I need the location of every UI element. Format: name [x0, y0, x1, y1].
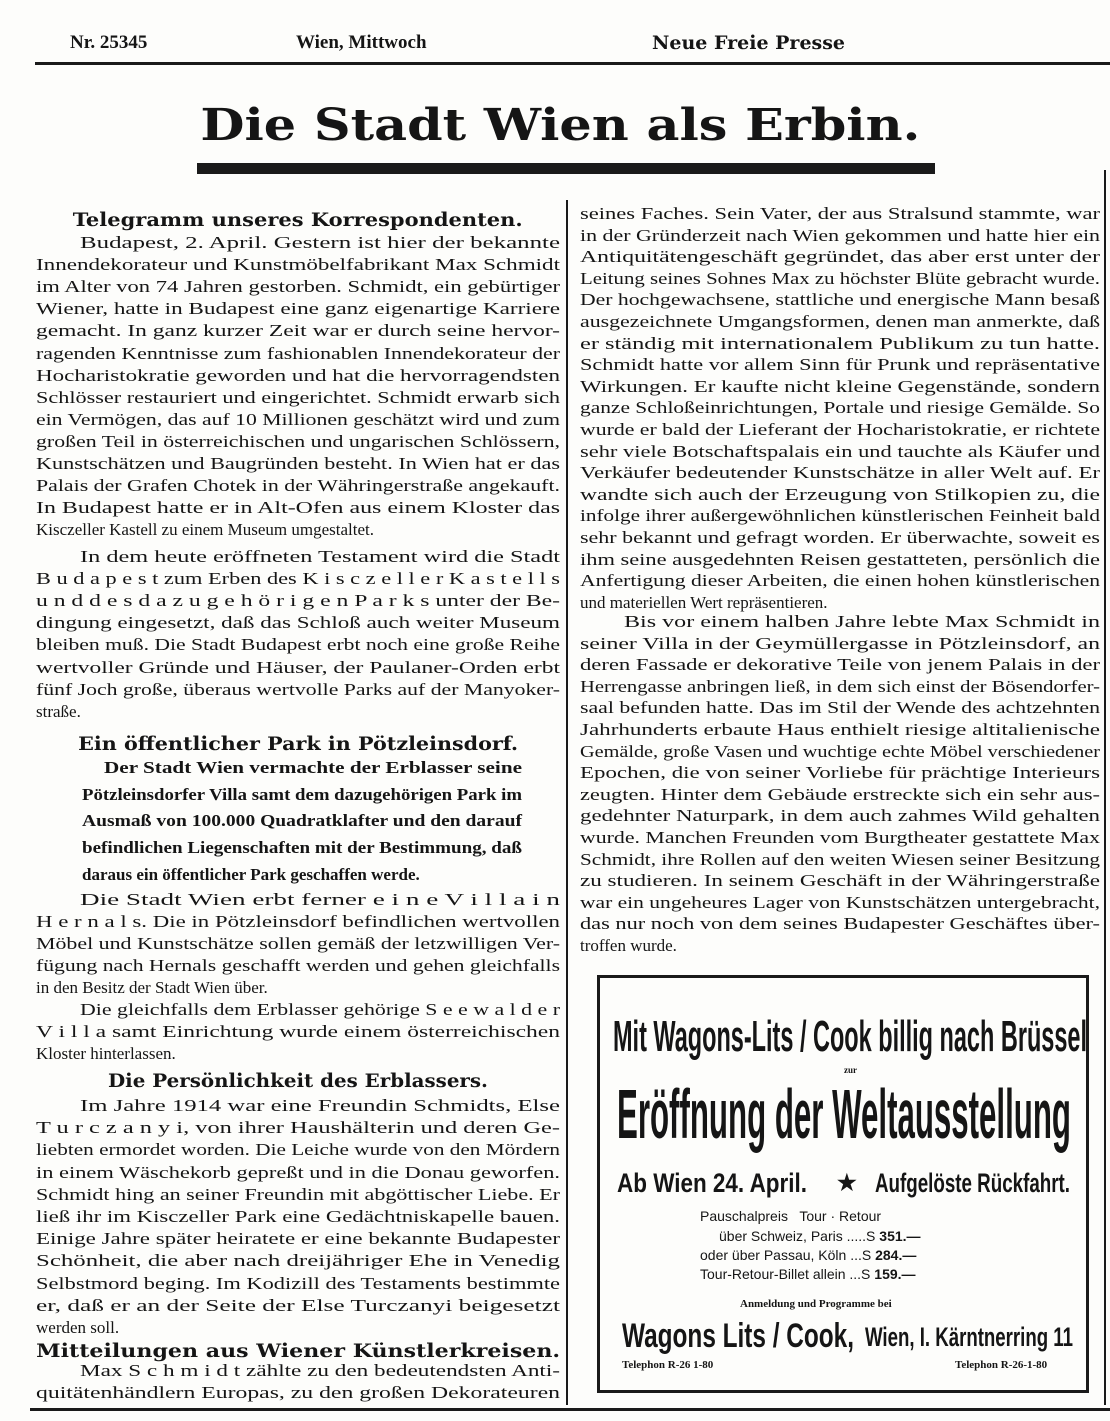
ad-address: Wien, I. Kärntnerring 11	[865, 1322, 1073, 1352]
heading-text: Die Persönlichkeit des Erblassers.	[108, 1070, 488, 1092]
ad-registration: Anmeldung und Programme bei	[740, 1298, 892, 1310]
line-text: Kisczeller Kastell zu einem Museum umgestaltet.	[36, 520, 375, 540]
line-text: Palais der Grafen Chotek in der Währingerstraße angekauft.	[36, 476, 560, 496]
line-text: Verkäufer bedeutender Kunstschätze in aller Welt auf. Er	[580, 463, 1100, 483]
line-text: troffen wurde.	[580, 936, 677, 955]
ad-price-header: Pauschalpreis Tour · Retour	[700, 1208, 882, 1224]
masthead-rule	[35, 62, 1110, 65]
line-text: ließ ihr im Kisczeller Park eine Gedächtniskapelle bauen.	[36, 1207, 560, 1226]
line-text: befindlichen Liegenschaften mit der Bestimmung, daß	[82, 838, 522, 858]
text-line	[624, 611, 1100, 633]
text-line	[36, 1317, 119, 1339]
text-line	[80, 1095, 560, 1117]
line-text: Im Jahre 1914 war eine Freundin Schmidts, Else	[80, 1096, 560, 1115]
headline-rule	[197, 163, 935, 174]
text-line	[580, 246, 1100, 268]
line-text: ganze Schloßeinrichtungen, Portale und riesige Gemälde. So	[580, 398, 1100, 418]
text-line	[580, 419, 1100, 441]
ad-date-line: Ab Wien 24. April.	[617, 1168, 807, 1198]
line-text: in einem Wäschekorb gepreßt und in die Donau geworfen.	[36, 1162, 560, 1182]
line-text: werden soll.	[36, 1318, 120, 1337]
line-text: wurde. Manchen Freunden vom Burgtheater gestattete Max	[580, 828, 1100, 847]
place-day: Wien, Mittwoch	[296, 32, 427, 53]
line-text: Einige Jahre später heiratete er eine bekannte Budapester	[36, 1229, 560, 1249]
ad-company: Wagons Lits / Cook,	[622, 1317, 854, 1355]
line-text: In Budapest hatte er in Alt-Ofen aus einem Kloster das	[36, 498, 560, 518]
line-text: T u r c z a n y i, von ihrer Haushälterin und deren Ge-	[36, 1118, 560, 1138]
line-text: wertvoller Gründe und Häuser, der Paulaner-Orden erbt	[36, 657, 560, 677]
text-line	[580, 805, 1100, 827]
text-line	[580, 741, 1100, 763]
headline: Die Stadt Wien als Erbin.	[200, 100, 920, 151]
line-text: seiner Villa in der Geymüllergasse in Pötzleinsdorf, an	[580, 633, 1100, 653]
text-line	[36, 1273, 560, 1295]
text-line	[580, 913, 1100, 935]
line-text: Anfertigung dieser Arbeiten, die einen hohen künstlerischen	[580, 571, 1100, 591]
text-line	[580, 268, 1100, 290]
text-line	[80, 546, 560, 568]
text-line	[36, 254, 560, 276]
text-line	[580, 654, 1100, 676]
section-heading	[36, 1068, 560, 1094]
text-line	[36, 409, 560, 431]
line-text: in den Besitz der Stadt Wien über.	[36, 978, 268, 997]
line-text: liebten ermordet worden. Die Leiche wurde von den Mördern	[36, 1140, 560, 1160]
text-line	[36, 1162, 560, 1184]
text-line	[36, 911, 560, 933]
line-text: Hocharistokratie geworden und hat die hervorragendsten	[36, 365, 560, 385]
text-line	[36, 1250, 560, 1272]
text-line	[36, 1043, 176, 1065]
text-line	[580, 462, 1100, 484]
ad-price-row	[719, 1228, 921, 1244]
text-line	[80, 1360, 560, 1382]
line-text: Budapest, 2. April. Gestern ist hier der bekannte	[80, 233, 560, 252]
text-line	[580, 762, 1100, 784]
section-heading	[36, 731, 560, 757]
text-line	[36, 1295, 560, 1317]
ad-return-line: Aufgelöste Rückfahrt.	[875, 1168, 1070, 1198]
text-line	[36, 955, 560, 977]
text-line	[36, 1021, 560, 1043]
route: über Schweiz, Paris .....S	[719, 1228, 876, 1244]
issue-number: Nr. 25345	[70, 32, 148, 53]
line-text: straße.	[36, 701, 81, 721]
text-line	[36, 1228, 560, 1250]
line-text: V i l l a samt Einrichtung wurde einem österreichischen	[36, 1022, 560, 1041]
text-line	[580, 676, 1100, 698]
text-line	[580, 527, 1100, 549]
line-text: Schmidt hing an seiner Freundin mit abgöttischer Liebe. Er	[36, 1184, 560, 1204]
line-text: Kunstschätzen und Baugründen besteht. In Wien hat er das	[36, 454, 560, 473]
text-line	[36, 276, 560, 298]
text-line	[580, 203, 1100, 225]
text-line	[36, 365, 560, 387]
text-line	[80, 232, 560, 254]
line-text: Der Stadt Wien vermachte der Erblasser seine	[104, 758, 522, 777]
text-line	[580, 376, 1100, 398]
text-line	[36, 497, 560, 519]
line-text: fünf Joch große, überaus wertvolle Parks auf der Manyoker-	[36, 679, 560, 699]
ad-headline: Eröffnung der Weltausstellung	[617, 1075, 1071, 1153]
text-line	[36, 933, 560, 955]
ad-price-row	[700, 1247, 916, 1263]
text-line	[36, 590, 560, 612]
text-line	[36, 634, 560, 656]
bottom-rule	[30, 1408, 1110, 1411]
price: 159.—	[874, 1266, 916, 1282]
line-text: u n d d e s d a z u g e h ö r i g e n P a r k s unter der Be-	[36, 591, 560, 611]
text-line	[36, 1117, 560, 1139]
text-line	[36, 320, 560, 342]
text-line	[580, 849, 1100, 871]
line-text: zeugten. Hinter dem Gebäude erstreckte sich ein sehr aus-	[580, 784, 1100, 804]
page-edge-rule	[1104, 170, 1106, 1405]
line-text: Wiener, hatte in Budapest eine ganz eigenartige Karriere	[36, 299, 560, 319]
text-line	[36, 701, 81, 723]
line-text: ein Vermögen, das auf 10 Millionen geschätzt wird und zum	[36, 409, 560, 429]
text-line	[36, 612, 560, 634]
line-text: und materiellen Wert repräsentieren.	[580, 592, 828, 612]
text-line	[36, 453, 560, 475]
heading-text: Mitteilungen aus Wiener Künstlerkreisen.	[36, 1340, 560, 1362]
text-line	[580, 935, 677, 957]
text-line	[82, 784, 522, 806]
line-text: Bis vor einem halben Jahre lebte Max Schmidt in	[624, 612, 1100, 631]
text-line	[580, 784, 1100, 806]
line-text: Pötzleinsdorfer Villa samt dem dazugehörigen Park im	[82, 784, 522, 804]
text-line	[580, 441, 1100, 463]
text-line	[580, 505, 1100, 527]
line-text: er, daß er an der Seite der Else Turczanyi beigesetzt	[36, 1295, 560, 1315]
line-text: bleiben muß. Die Stadt Budapest erbt noch eine große Reihe	[36, 635, 560, 655]
text-line	[580, 397, 1100, 419]
advertisement-box	[597, 975, 1089, 1393]
line-text: Wirkungen. Er kaufte nicht kleine Gegenstände, sondern	[580, 376, 1100, 396]
line-text: das nur noch von dem seines Budapester Geschäftes über-	[580, 914, 1100, 934]
text-line	[104, 757, 522, 779]
line-text: gedehnter Naturpark, in dem auch zahmes Wild gehalten	[580, 806, 1100, 826]
text-line	[36, 679, 560, 701]
text-line	[580, 870, 1100, 892]
text-line	[36, 657, 560, 679]
line-text: Epochen, die von seiner Vorliebe für prächtige Interieurs	[580, 763, 1100, 783]
text-line	[36, 977, 268, 999]
text-line	[36, 519, 374, 541]
heading-text: Telegramm unseres Korrespondenten.	[73, 209, 524, 231]
section-heading	[36, 207, 560, 233]
line-text: großen Teil in österreichischen und ungarischen Schlössern,	[36, 431, 560, 451]
line-text: wurde er bald der Lieferant der Hocharistokratie, er richtete	[580, 420, 1100, 439]
line-text: Die Stadt Wien erbt ferner e i n e V i l l a i n	[80, 890, 560, 909]
line-text: wandte sich auch der Erzeugung von Stilkopien zu, die	[580, 484, 1100, 504]
line-text: Selbstmord beging. Im Kodizill des Testaments bestimmte	[36, 1273, 560, 1293]
text-line	[580, 697, 1100, 719]
price: 351.—	[879, 1228, 921, 1244]
line-text: Ausmaß von 100.000 Quadratklafter und den darauf	[82, 811, 522, 831]
text-line	[580, 333, 1100, 355]
text-line	[36, 1382, 560, 1404]
line-text: Der hochgewachsene, stattliche und energische Mann besaß	[580, 290, 1100, 310]
page-title	[200, 96, 920, 156]
text-line	[580, 549, 1100, 571]
text-line	[580, 225, 1100, 247]
line-text: Gemälde, große Vasen und wuchtige echte Möbel verschiedener	[580, 741, 1100, 761]
line-text: sehr bekannt und gefragt worden. Er überwachte, soweit es	[580, 528, 1100, 547]
text-line	[82, 864, 420, 886]
text-line	[580, 892, 1100, 914]
line-text: ragenden Kenntnisse zum fashionablen Innendekorateur der	[36, 343, 560, 363]
line-text: ihm seine ausgedehnten Reisen gestatteten, persönlich die	[580, 549, 1100, 569]
star-icon: ★	[837, 1170, 857, 1195]
text-line	[580, 633, 1100, 655]
line-text: infolge ihrer außergewöhnlichen künstlerischen Feinheit bald	[580, 506, 1100, 526]
text-line	[580, 719, 1100, 741]
line-text: ausgezeichnete Umgangsformen, denen man anmerkte, daß	[580, 312, 1100, 331]
text-line	[80, 999, 560, 1021]
line-text: B u d a p e s t zum Erben des K i s c z e l l e r K a s t e l l s	[36, 569, 560, 589]
text-line	[36, 1139, 560, 1161]
line-text: quitätenhändlern Europas, zu den großen Dekorateuren	[36, 1383, 560, 1402]
route: Tour-Retour-Billet allein ...S	[700, 1266, 871, 1282]
line-text: Schmidt, ihre Rollen auf den weiten Wiesen seiner Besitzung	[580, 849, 1100, 869]
line-text: In dem heute eröffneten Testament wird die Stadt	[80, 547, 560, 566]
ad-telephone-left: Telephon R-26 1-80	[622, 1359, 714, 1371]
line-text: Max S c h m i d t zählte zu den bedeutendsten Anti-	[80, 1361, 560, 1380]
text-line	[82, 810, 522, 832]
text-line	[36, 387, 560, 409]
text-line	[80, 889, 560, 911]
line-text: Schlösser restauriert und eingerichtet. Schmidt erwarb sich	[36, 387, 560, 407]
line-text: daraus ein öffentlicher Park geschaffen werde.	[82, 864, 420, 884]
line-text: in der Gründerzeit nach Wien gekommen und hatte hier ein	[580, 225, 1100, 245]
line-text: Jahrhunderts erbaute Haus enthielt riesige altitalienische	[580, 720, 1100, 739]
text-line	[580, 827, 1100, 849]
line-text: war ein ungeheures Lager von Kunstschätzen untergebracht,	[580, 892, 1100, 912]
ad-line-1: Mit Wagons-Lits / Cook billig nach Brüssel	[613, 1012, 1087, 1061]
text-line	[36, 431, 560, 453]
text-line	[82, 837, 522, 859]
text-line	[580, 354, 1100, 376]
ad-price-row	[700, 1266, 916, 1282]
line-text: Antiquitätengeschäft gegründet, das aber erst unter der	[580, 247, 1100, 267]
line-text: H e r n a l s. Die in Pötzleinsdorf befindlichen wertvollen	[36, 912, 560, 931]
line-text: deren Fassade er dekorative Teile von jenem Palais in der	[580, 655, 1100, 675]
line-text: sehr viele Botschaftspalais ein und tauchte als Käufer und	[580, 441, 1100, 461]
text-line	[580, 289, 1100, 311]
text-line	[580, 484, 1100, 506]
line-text: Herrengasse anbringen ließ, in dem sich einst der Bösendorfer-	[580, 676, 1100, 696]
newspaper-name: Neue Freie Presse	[652, 32, 846, 54]
line-text: seines Faches. Sein Vater, der aus Stralsund stammte, war	[580, 204, 1100, 223]
route: oder über Passau, Köln ...S	[700, 1247, 872, 1263]
line-text: Kloster hinterlassen.	[36, 1044, 176, 1063]
line-text: Leitung seines Sohnes Max zu höchster Blüte gebracht wurde.	[580, 268, 1100, 288]
text-line	[36, 343, 560, 365]
text-line	[36, 1206, 560, 1228]
line-text: er ständig mit internationalem Publikum zu tun hatte.	[580, 333, 1100, 353]
line-text: zu studieren. In seinem Geschäft in der Währingerstraße	[580, 871, 1100, 891]
line-text: Schmidt hatte vor allem Sinn für Prunk und repräsentative	[580, 355, 1100, 375]
line-text: Die gleichfalls dem Erblasser gehörige S e e w a l d e r	[80, 1000, 560, 1019]
line-text: Möbel und Kunstschätze sollen gemäß der letzwilligen Ver-	[36, 934, 560, 953]
text-line	[36, 475, 560, 497]
line-text: fügung nach Hernals geschafft werden und gehen gleichfalls	[36, 956, 560, 975]
line-text: im Alter von 74 Jahren gestorben. Schmidt, ein gebürtiger	[36, 277, 560, 297]
text-line	[580, 570, 1100, 592]
line-text: Innendekorateur und Kunstmöbelfabrikant Max Schmidt	[36, 255, 560, 275]
line-text: Schönheit, die aber nach dreijähriger Ehe in Venedig	[36, 1251, 560, 1271]
column-divider	[566, 200, 568, 1405]
ad-telephone-right: Telephon R-26-1-80	[955, 1359, 1048, 1371]
line-text: gemacht. In ganz kurzer Zeit war er durch seine hervor-	[36, 321, 560, 341]
price: 284.—	[875, 1247, 917, 1263]
line-text: saal befunden hatte. Das im Stil der Wende des achtzehnten	[580, 698, 1100, 718]
text-line	[580, 311, 1100, 333]
heading-text: Ein öffentlicher Park in Pötzleinsdorf.	[77, 733, 518, 755]
text-line	[36, 1184, 560, 1206]
line-text: dingung eingesetzt, daß das Schloß auch weiter Museum	[36, 613, 560, 633]
text-line	[36, 568, 560, 590]
ad-zur: zur	[844, 1065, 857, 1075]
text-line	[36, 298, 560, 320]
